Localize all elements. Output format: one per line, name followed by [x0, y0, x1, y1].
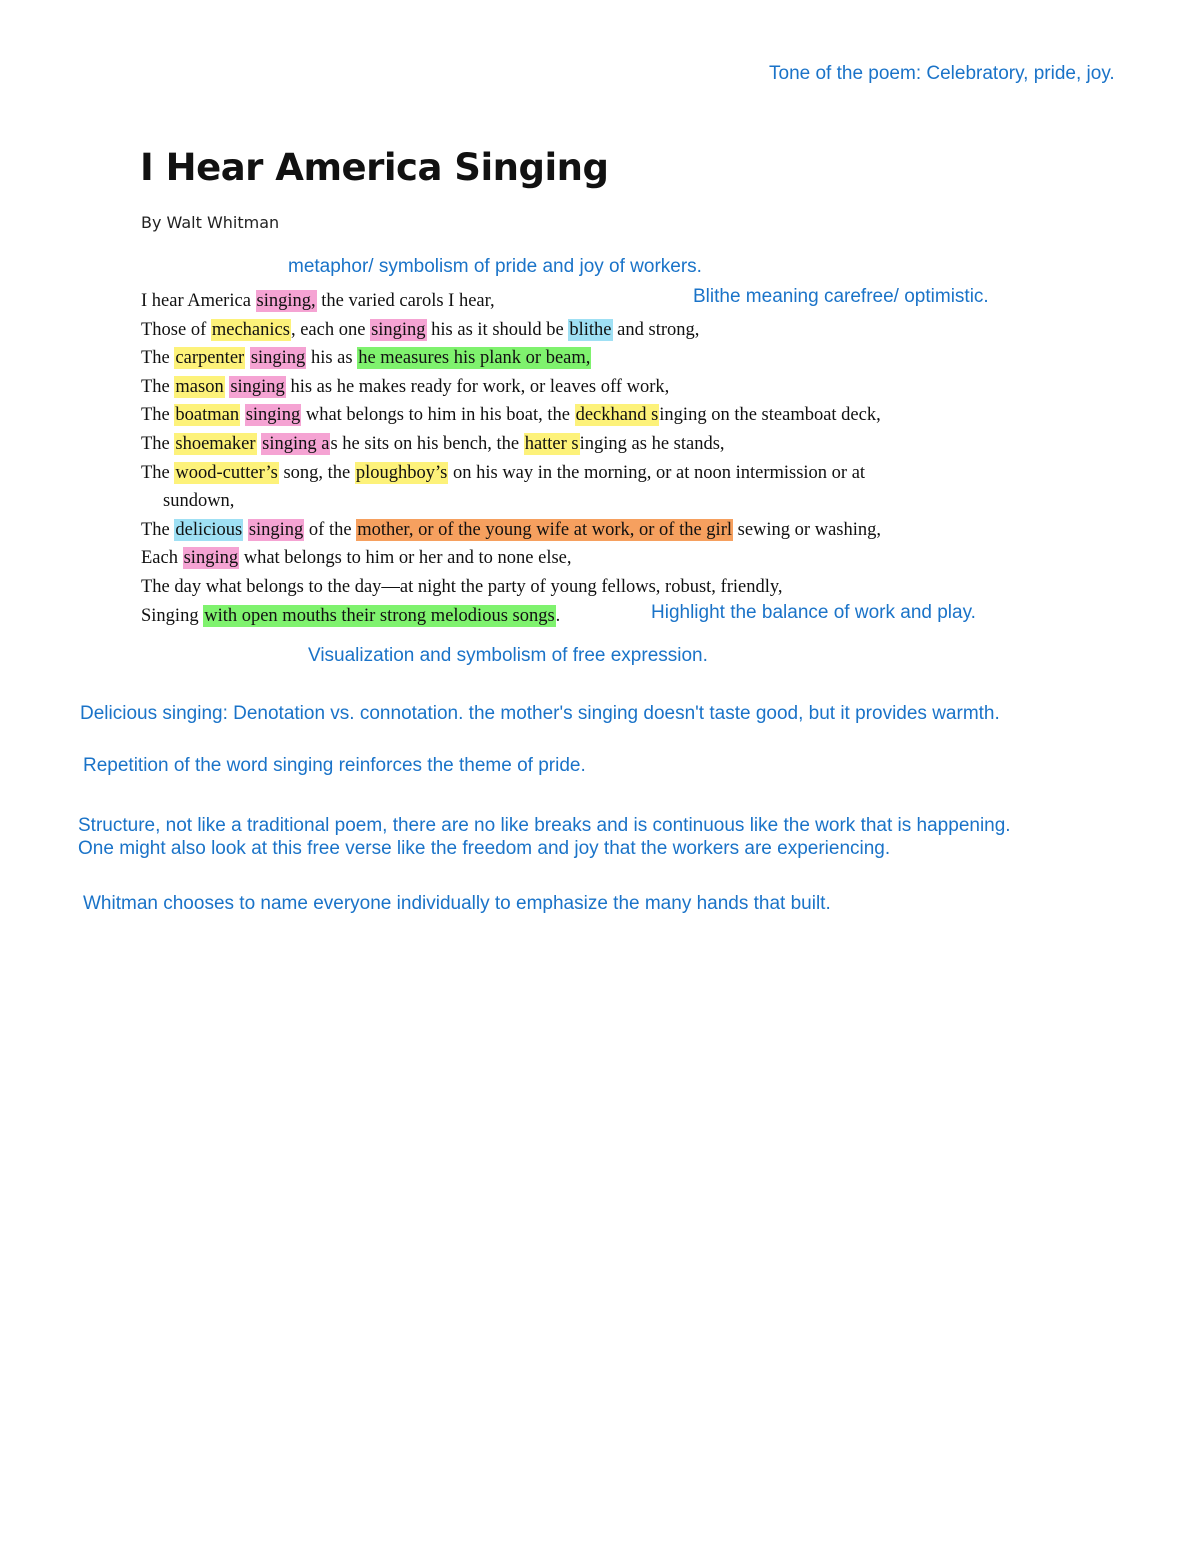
highlight-imagery: he measures his plank or beam, — [358, 348, 591, 369]
poem-text: his as he makes ready for work, or leaves off work, — [285, 376, 670, 397]
blithe-annotation: Blithe meaning carefree/ optimistic. — [693, 286, 989, 307]
poem-byline: By Walt Whitman — [141, 213, 280, 232]
poem-text: The — [141, 348, 175, 369]
poem-text: and strong, — [612, 319, 700, 340]
poem-text: The — [141, 462, 175, 483]
poem-text: The — [141, 519, 175, 540]
highlight-worker: mechanics — [211, 319, 290, 340]
highlight-repetition: singing — [371, 319, 426, 340]
highlight-worker: boatman — [175, 405, 240, 426]
highlight-imagery: with open mouths their strong melodious songs — [204, 605, 555, 626]
highlight-repetition: singing, — [256, 291, 316, 311]
highlight-repetition: singing — [183, 548, 239, 569]
poem-text: sewing or washing, — [733, 519, 881, 540]
poem-line-7 — [141, 459, 1141, 488]
highlight-repetition: singing — [248, 519, 304, 540]
poem-text: sundown, — [163, 491, 235, 512]
poem-line-2 — [141, 316, 1141, 345]
highlight-worker: ploughboy’s — [355, 462, 448, 483]
highlight-diction: delicious — [175, 519, 243, 540]
highlight-worker: wood-cutter’s — [175, 462, 278, 483]
poem-text: inging as he stands, — [579, 433, 725, 454]
poem-text: I hear America — [141, 291, 256, 311]
poem-line-10 — [141, 544, 1141, 573]
poem-line-11 — [141, 573, 1141, 602]
poem-text: of the — [304, 519, 357, 540]
poem-text: his as it should be — [426, 319, 569, 340]
poem-title: I Hear America Singing — [140, 146, 609, 189]
highlight-worker: hatter s — [524, 433, 579, 454]
highlight-repetition: singing — [250, 348, 306, 369]
highlight-worker: mason — [175, 376, 224, 397]
structure-annotation-2: One might also look at this free verse like the freedom and joy that the workers are experiencing. — [78, 838, 891, 859]
highlight-repetition: singing — [230, 376, 285, 397]
poem-text: Each — [141, 548, 183, 569]
poem-text: Those of — [141, 319, 211, 340]
poem-line-9 — [141, 516, 1141, 545]
poem-line-8 — [141, 487, 1141, 516]
balance-annotation: Highlight the balance of work and play. — [651, 602, 976, 623]
poem-text: song, the — [278, 462, 355, 483]
poem-text: the varied carols I hear, — [316, 291, 495, 311]
poem-text: what belongs to him or her and to none else, — [239, 548, 572, 569]
visualization-annotation: Visualization and symbolism of free expression. — [308, 645, 708, 666]
whitman-annotation: Whitman chooses to name everyone individually to emphasize the many hands that built. — [83, 893, 831, 914]
poem-text: The — [141, 433, 175, 454]
metaphor-annotation: metaphor/ symbolism of pride and joy of workers. — [288, 256, 702, 277]
highlight-repetition: singing — [245, 405, 301, 426]
poem-text: inging on the steamboat deck, — [659, 405, 881, 426]
poem-text: , each one — [290, 319, 371, 340]
poem-text: s he sits on his bench, the — [330, 433, 524, 454]
delicious-annotation: Delicious singing: Denotation vs. connotation. the mother's singing doesn't taste good, but it provides warmth. — [80, 703, 1000, 724]
highlight-diction: blithe — [569, 319, 612, 340]
poem-text: . — [555, 605, 561, 626]
poem-line-4 — [141, 373, 1141, 402]
highlight-worker: deckhand s — [575, 405, 659, 426]
repetition-annotation: Repetition of the word singing reinforces the theme of pride. — [83, 755, 586, 776]
poem-line-12 — [141, 602, 1141, 631]
highlight-repetition: singing a — [262, 433, 330, 454]
poem-line-5 — [141, 401, 1141, 430]
structure-annotation-1: Structure, not like a traditional poem, there are no like breaks and is continuous like the work that is happening. — [78, 815, 1011, 836]
poem-line-3 — [141, 344, 1141, 373]
poem-line-1 — [141, 287, 1141, 316]
poem-text: Singing — [141, 605, 204, 626]
poem-text: his as — [306, 348, 358, 369]
poem-text: on his way in the morning, or at noon intermission or at — [448, 462, 866, 483]
poem-text: The day what belongs to the day—at night the party of young fellows, robust, friendly, — [141, 576, 783, 597]
poem-text: The — [141, 405, 175, 426]
poem-text: what belongs to him in his boat, the — [301, 405, 575, 426]
highlight-women: mother, or of the young wife at work, or of the girl — [357, 519, 733, 540]
highlight-worker: shoemaker — [175, 433, 256, 454]
tone-annotation: Tone of the poem: Celebratory, pride, joy. — [769, 63, 1115, 84]
poem-body — [141, 287, 1141, 630]
poem-text: The — [141, 376, 175, 397]
poem-line-6 — [141, 430, 1141, 459]
highlight-worker: carpenter — [175, 348, 245, 369]
